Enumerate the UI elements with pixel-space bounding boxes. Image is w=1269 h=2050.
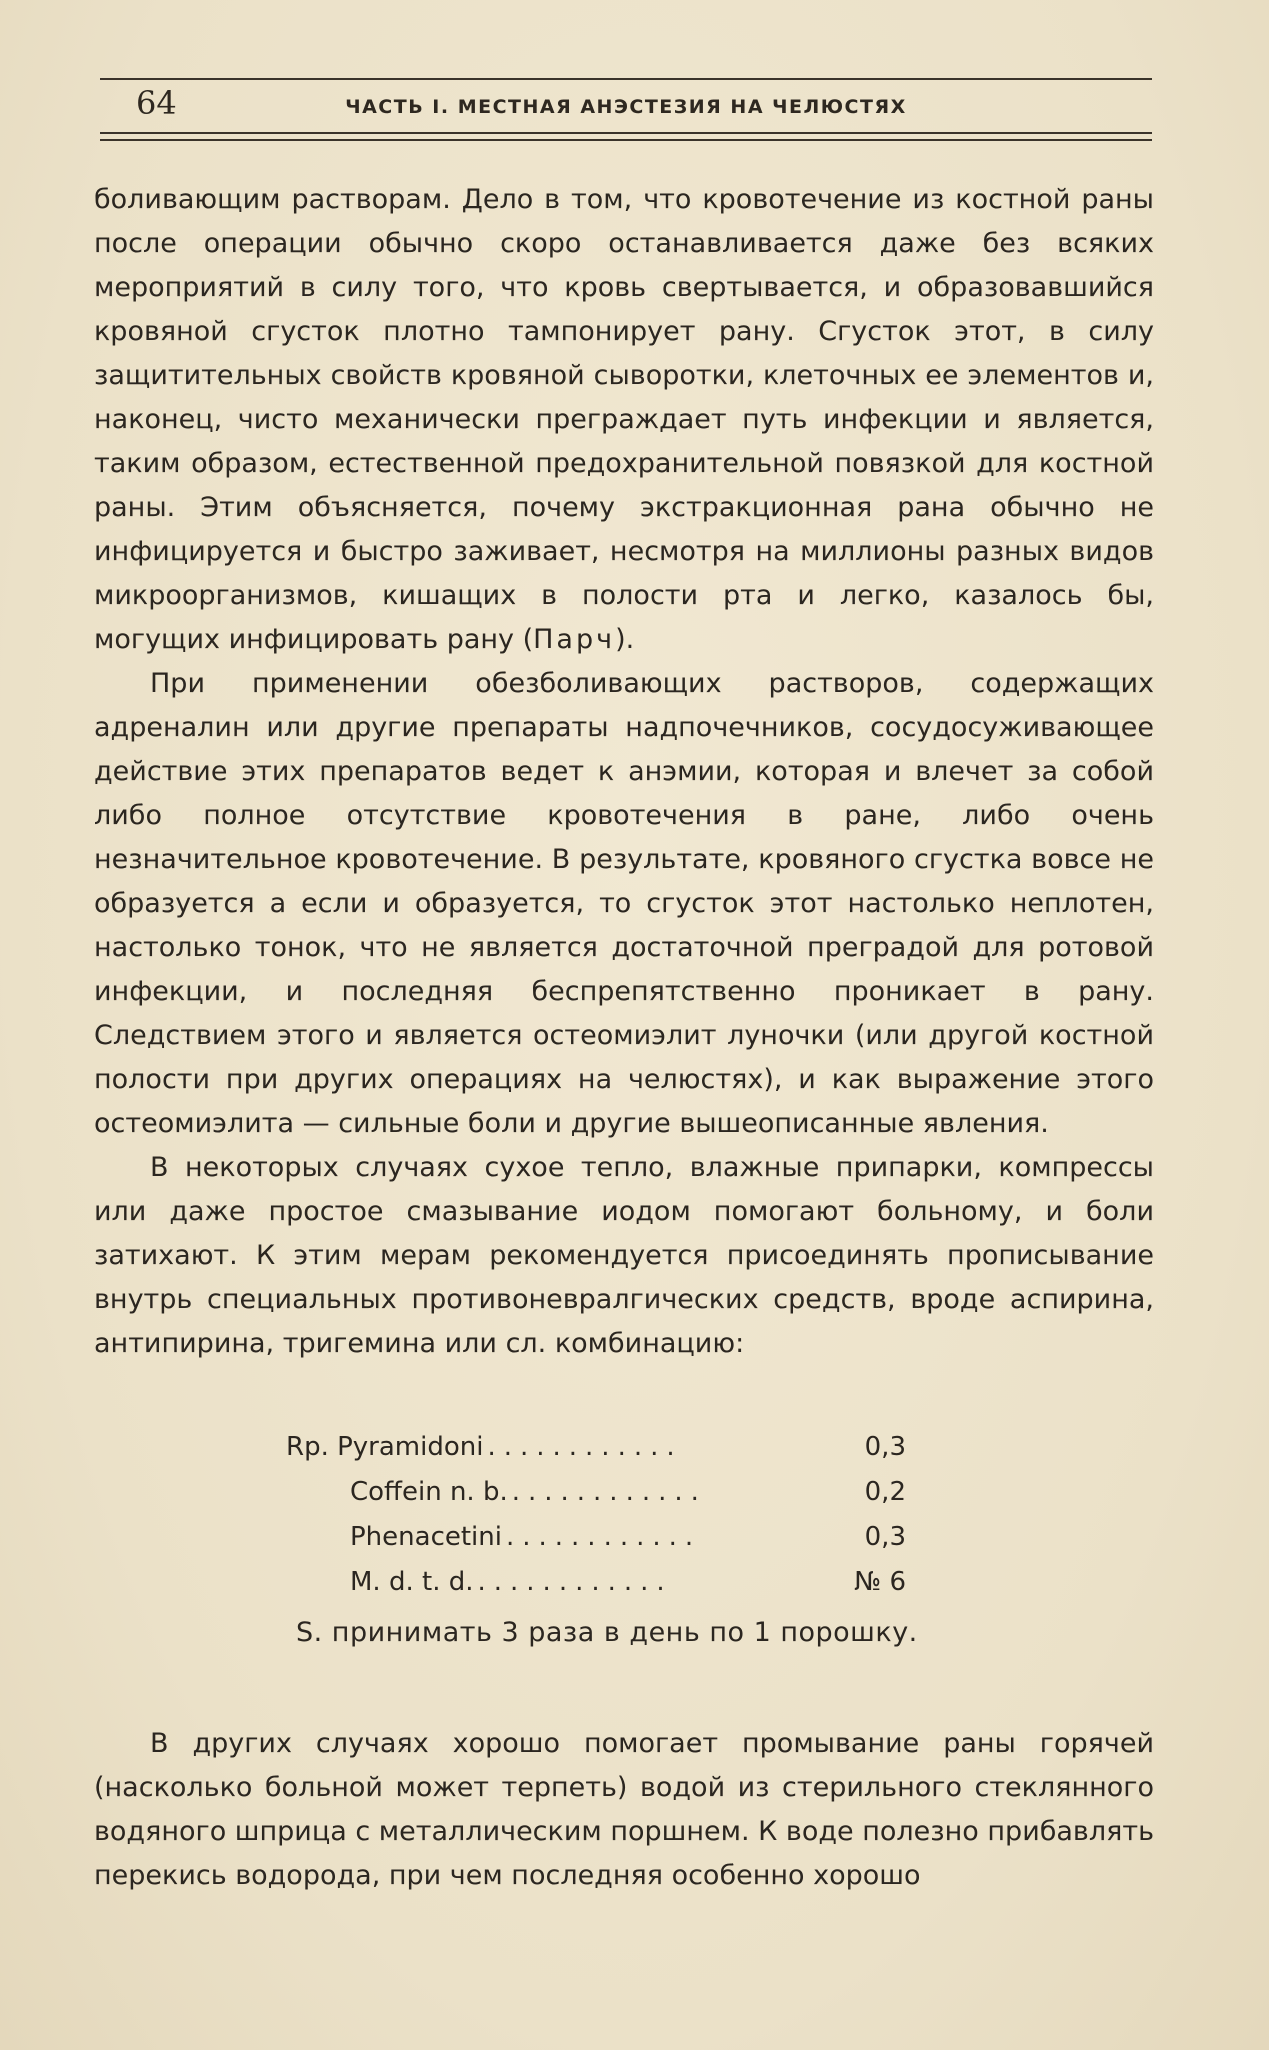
paragraph-2: При применении обезболивающих растворов, содержащих адреналин или другие препараты надпочечников, сосудосуживающее действие этих препаратов ведет к анэмии, которая и влечет за собой либо полное отсутствие кровотечения в ране, либо очень незначительное кровотечение. В результате, кровяного сгустка вовсе не образуется а если и образуется, то сгусток этот настолько неплотен, настолько тонок, что не является достаточной преградой для ротовой инфекции, и последняя беспрепятственно проникает в рану. Следствием этого и является остеомиэлит луночки (или другой костной полости при других операциях на челюстях), и как выражение этого остеомиэлита — сильные боли и другие вышеописанные явления. (94, 668, 1154, 1139)
prescription-signa: S. принимать 3 раза в день по 1 порошку. (296, 1617, 918, 1648)
leader-dots: ............ (505, 1521, 702, 1552)
prescription (286, 1424, 906, 1604)
paragraph-4: В других случаях хорошо помогает промывание раны горячей (насколько больной может терпеть) водой из стерильного стеклянного водяного шприца с металлическим поршнем. К воде полезно прибавлять перекись водорода, при чем последняя особенно хорошо (94, 1728, 1154, 1891)
prescription-item: Rp. Pyramidoni (286, 1431, 484, 1462)
main-text (94, 178, 1154, 1366)
page-header (100, 78, 1152, 148)
paragraph-1-end: ). (615, 624, 635, 655)
prescription-row (286, 1559, 906, 1604)
paragraph-1-text: боливающим растворам. Дело в том, что кровотечение из костной раны после операции обычно скоро останавливается даже без всяких мероприятий в силу того, что кровь свертывается, и образовавшийся кровяной сгусток плотно тампонирует рану. Сгусток этот, в силу защитительных свойств кровяной сыворотки, клеточных ее элементов и, наконец, чисто механически преграждает путь инфекции и является, таким образом, естественной предохранительной повязкой для костной раны. Этим объясняется, почему экстракционная рана обычно не инфицируется и быстро заживает, несмотря на миллионы разных видов микроорганизмов, кишащих в полости рта и легко, казалось бы, могущих инфицировать рану ( (94, 184, 1154, 655)
header-bottom-rule-double (100, 139, 1152, 141)
main-text-continued (94, 1722, 1154, 1898)
prescription-row (286, 1469, 906, 1514)
prescription-quantity: 0,2 (864, 1476, 906, 1507)
prescription-item: Phenacetini (350, 1521, 502, 1552)
prescription-item: Coffein n. b. (350, 1476, 508, 1507)
running-head: ЧАСТЬ I. МЕСТНАЯ АНЭСТЕЗИЯ НА ЧЕЛЮСТЯХ (345, 96, 907, 118)
leader-dots: ............ (487, 1431, 683, 1462)
prescription-quantity: 0,3 (864, 1521, 906, 1552)
author-citation: Парч (533, 624, 616, 655)
prescription-row (286, 1514, 906, 1559)
prescription-row (286, 1424, 906, 1469)
paragraph-1 (94, 178, 1154, 662)
prescription-quantity: 0,3 (864, 1431, 906, 1462)
header-top-rule (100, 78, 1152, 80)
prescription-quantity: № 6 (854, 1566, 906, 1597)
leader-dots: ............ (511, 1476, 707, 1507)
leader-dots: ............ (477, 1566, 673, 1597)
paragraph-3: В некоторых случаях сухое тепло, влажные припарки, компрессы или даже простое смазывание иодом помогают больному, и боли затихают. К этим мерам рекомендуется присоединять прописывание внутрь специальных противоневралгических средств, вроде аспирина, антипирина, тригемина или сл. комбинацию: (94, 1152, 1154, 1359)
header-bottom-rule (100, 132, 1152, 134)
prescription-item: M. d. t. d. (350, 1566, 474, 1597)
page-number: 64 (136, 84, 177, 122)
